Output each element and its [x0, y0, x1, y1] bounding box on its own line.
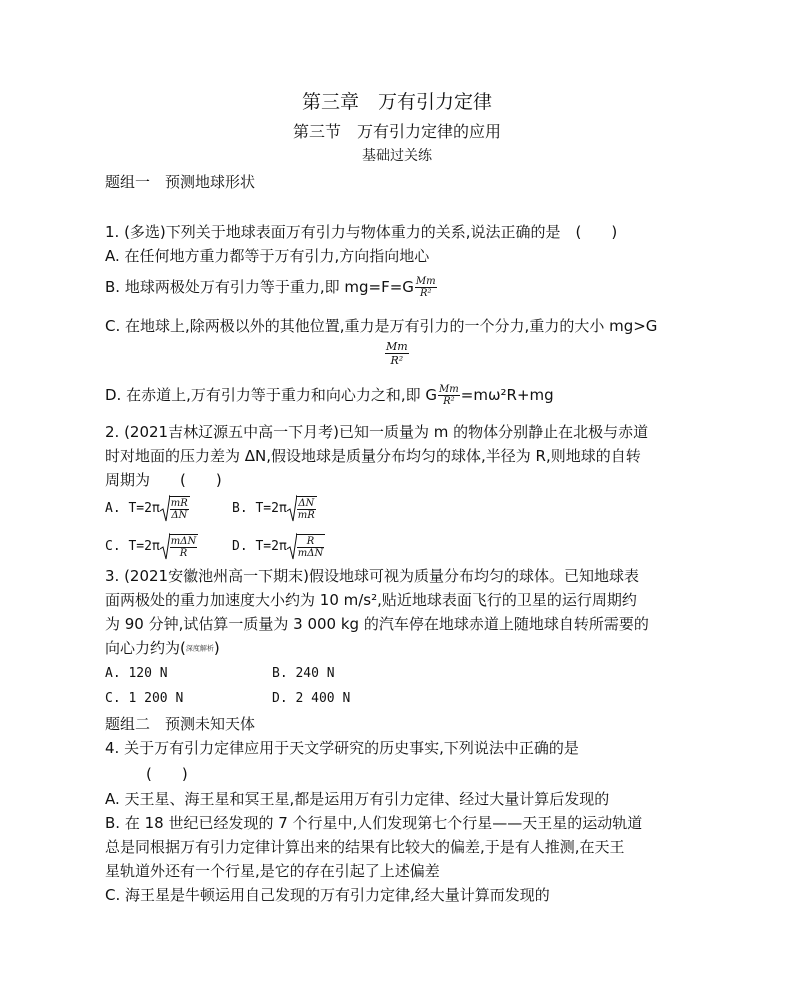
q2-d-label: D. T=2π [232, 539, 287, 554]
q1-option-d [105, 384, 554, 407]
q2-c-label: C. T=2π [105, 539, 160, 554]
q2-c-fraction [170, 536, 197, 559]
q2-a-num: mR [170, 498, 188, 509]
q3-line4-text: 向心力约为( [105, 639, 186, 657]
q3-line1: 3. (2021安徽池州高一下期末)假设地球可视为质量分布均匀的球体。已知地球表 [105, 567, 639, 585]
q3-line4-end: ) [213, 639, 220, 657]
q2-c-den: R [179, 548, 188, 559]
q3-option-d: D. 2 400 N [272, 691, 351, 706]
q1-d-frac-den: R² [443, 396, 455, 407]
q1-b-frac-den: R² [419, 288, 432, 299]
q2-line1: 2. (2021吉林辽源五中高一下月考)已知一质量为 m 的物体分别静止在北极与赤道 [105, 423, 649, 441]
radical-icon [160, 494, 170, 522]
q2-option-d [232, 534, 325, 559]
group1-title: 题组一 预测地球形状 [105, 173, 256, 191]
q4-option-b-line3: 星轨道外还有一个行星,是它的存在引起了上述偏差 [105, 862, 440, 880]
q1-option-b-text: B. 地球两极处万有引力等于重力,即 mg=F=G [105, 278, 414, 296]
q3-option-c: C. 1 200 N [105, 691, 184, 706]
q3-option-a: A. 120 N [105, 666, 168, 681]
q1-option-a: A. 在任何地方重力都等于万有引力,方向指向地心 [105, 247, 430, 265]
section-title: 第三节 万有引力定律的应用 [292, 122, 501, 141]
q2-d-fraction [297, 536, 324, 559]
radical-icon [287, 532, 297, 560]
radical-icon [287, 494, 297, 522]
q3-line3: 为 90 分钟,试估算一质量为 3 000 kg 的汽车停在地球赤道上随地球自转所需要的 [105, 615, 649, 633]
q2-b-label: B. T=2π [232, 501, 287, 516]
q1-c-fraction-line [384, 340, 410, 367]
q4-option-b-line2: 总是同根据万有引力定律计算出来的结果有比较大的偏差,于是有人推测,在天王 [105, 838, 625, 856]
q3-line4 [105, 638, 220, 659]
q2-line3: 周期为 ( ) [105, 471, 222, 489]
chapter-title: 第三章 万有引力定律 [301, 91, 492, 113]
subtitle: 基础过关练 [362, 148, 432, 164]
group2-title: 题组二 预测未知天体 [105, 715, 256, 733]
q1-option-d-tail: =mω²R+mg [460, 386, 554, 404]
q2-d-num: R [297, 536, 324, 548]
q2-option-c [105, 534, 198, 559]
q4-bracket: ( ) [146, 765, 188, 783]
q2-option-a [105, 496, 190, 521]
q1-b-fraction [415, 276, 437, 299]
q2-a-sqrt [160, 496, 190, 521]
q4-option-c: C. 海王星是牛顿运用自己发现的万有引力定律,经大量计算而发现的 [105, 886, 550, 904]
q4-option-b-line1: B. 在 18 世纪已经发现的 7 个行星中,人们发现第七个行星——天王星的运动轨道 [105, 814, 643, 832]
q2-c-num: mΔN [170, 536, 197, 547]
q1-c-frac-den: R² [390, 354, 404, 367]
q1-d-fraction [438, 384, 460, 407]
q2-a-label: A. T=2π [105, 501, 160, 516]
q3-deep-analysis-badge[interactable]: 深度解析 [185, 644, 214, 653]
q1-option-b [105, 276, 438, 299]
q2-d-sqrt [287, 534, 325, 559]
q4-stem: 4. 关于万有引力定律应用于天文学研究的历史事实,下列说法中正确的是 [105, 739, 579, 757]
q2-a-fraction [170, 498, 189, 521]
q2-a-den: ΔN [171, 510, 188, 521]
q1-c-frac-num: Mm [386, 340, 408, 353]
q3-option-b: B. 240 N [272, 666, 335, 681]
radical-icon [160, 532, 170, 560]
q2-option-b [232, 496, 317, 521]
q2-b-num: ΔN [298, 498, 315, 509]
q2-c-sqrt [160, 534, 198, 559]
q2-b-sqrt [287, 496, 317, 521]
q1-option-c: C. 在地球上,除两极以外的其他位置,重力是万有引力的一个分力,重力的大小 mg>G [105, 317, 658, 335]
q2-b-den: mR [297, 510, 315, 521]
q3-line2: 面两极处的重力加速度大小约为 10 m/s²,贴近地球表面飞行的卫星的运行周期约 [105, 591, 637, 609]
q2-b-fraction [297, 498, 316, 521]
q2-line2: 时对地面的压力差为 ΔN,假设地球是质量分布均匀的球体,半径为 R,则地球的自转 [105, 447, 641, 465]
q4-option-a: A. 天王星、海王星和冥王星,都是运用万有引力定律、经过大量计算后发现的 [105, 790, 610, 808]
q1-c-fraction [385, 340, 409, 367]
q1-d-frac-num: Mm [439, 384, 459, 395]
q1-b-frac-num: Mm [415, 276, 436, 287]
q1-option-d-text: D. 在赤道上,万有引力等于重力和向心力之和,即 G [105, 386, 438, 404]
q2-d-den: mΔN [297, 548, 324, 559]
q1-stem: 1. (多选)下列关于地球表面万有引力与物体重力的关系,说法正确的是 ( ) [105, 223, 618, 241]
